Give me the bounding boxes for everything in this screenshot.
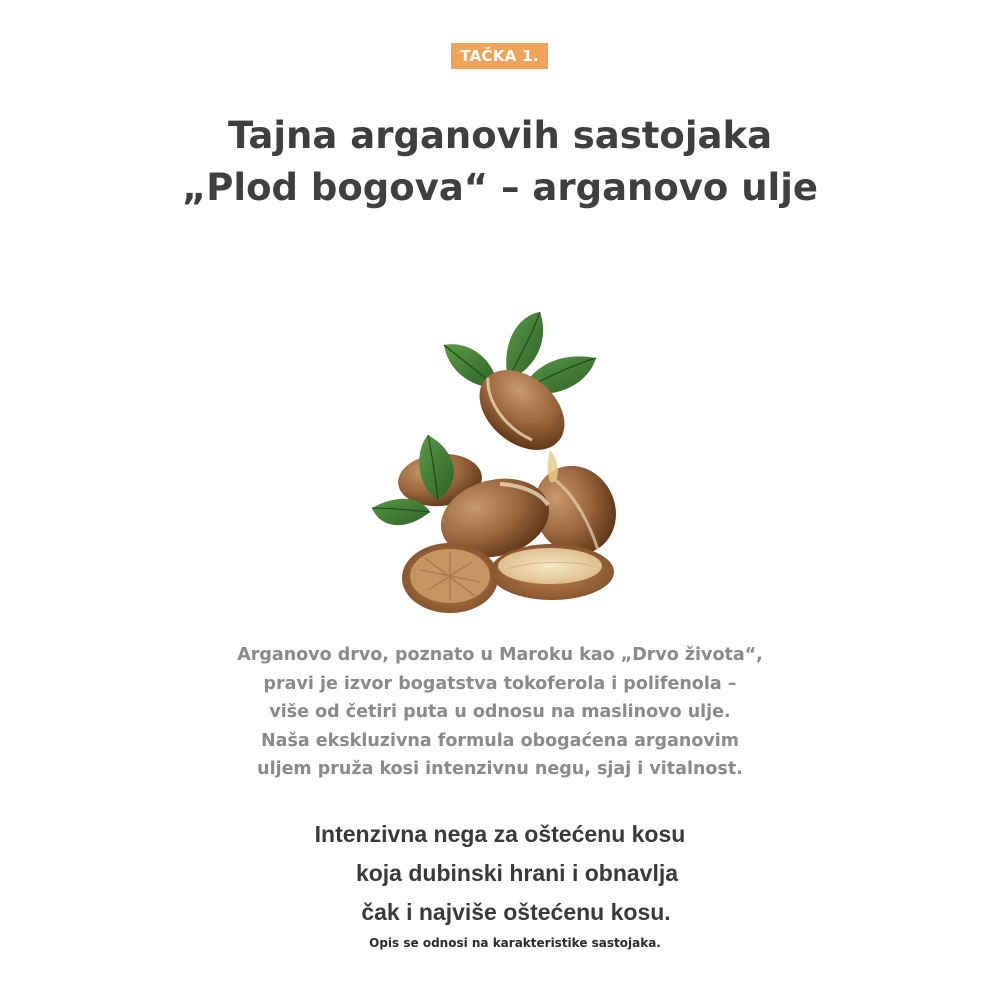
- title-line-2: „Plod bogova“ – arganovo ulje: [181, 166, 819, 209]
- point-badge: TAČKA 1.: [451, 43, 548, 69]
- headline-line: Intenzivna nega za oštećenu kosu: [314, 821, 686, 847]
- benefit-headline: [0, 815, 1000, 932]
- disclaimer-note: Opis se odnosi na karakteristike sastojaka.: [369, 936, 661, 950]
- description-line: više od četiri puta u odnosu na maslinovo ulje.: [269, 702, 731, 723]
- title-line-1: Tajna arganovih sastojaka: [227, 114, 773, 157]
- headline-line: koja dubinski hrani i obnavlja: [355, 860, 679, 886]
- argan-nuts-image: [360, 300, 640, 630]
- description-line: pravi je izvor bogatstva tokoferola i polifenola –: [263, 673, 737, 694]
- page-title: [0, 110, 1000, 214]
- ingredient-description: [0, 641, 1000, 784]
- description-line: Naša ekskluzivna formula obogaćena arganovim: [260, 730, 739, 751]
- headline-line: čak i najviše oštećenu kosu.: [361, 899, 671, 925]
- description-line: uljem pruža kosi intenzivnu negu, sjaj i vitalnost.: [257, 759, 743, 780]
- description-line: Arganovo drvo, poznato u Maroku kao „Drvo života“,: [237, 645, 763, 665]
